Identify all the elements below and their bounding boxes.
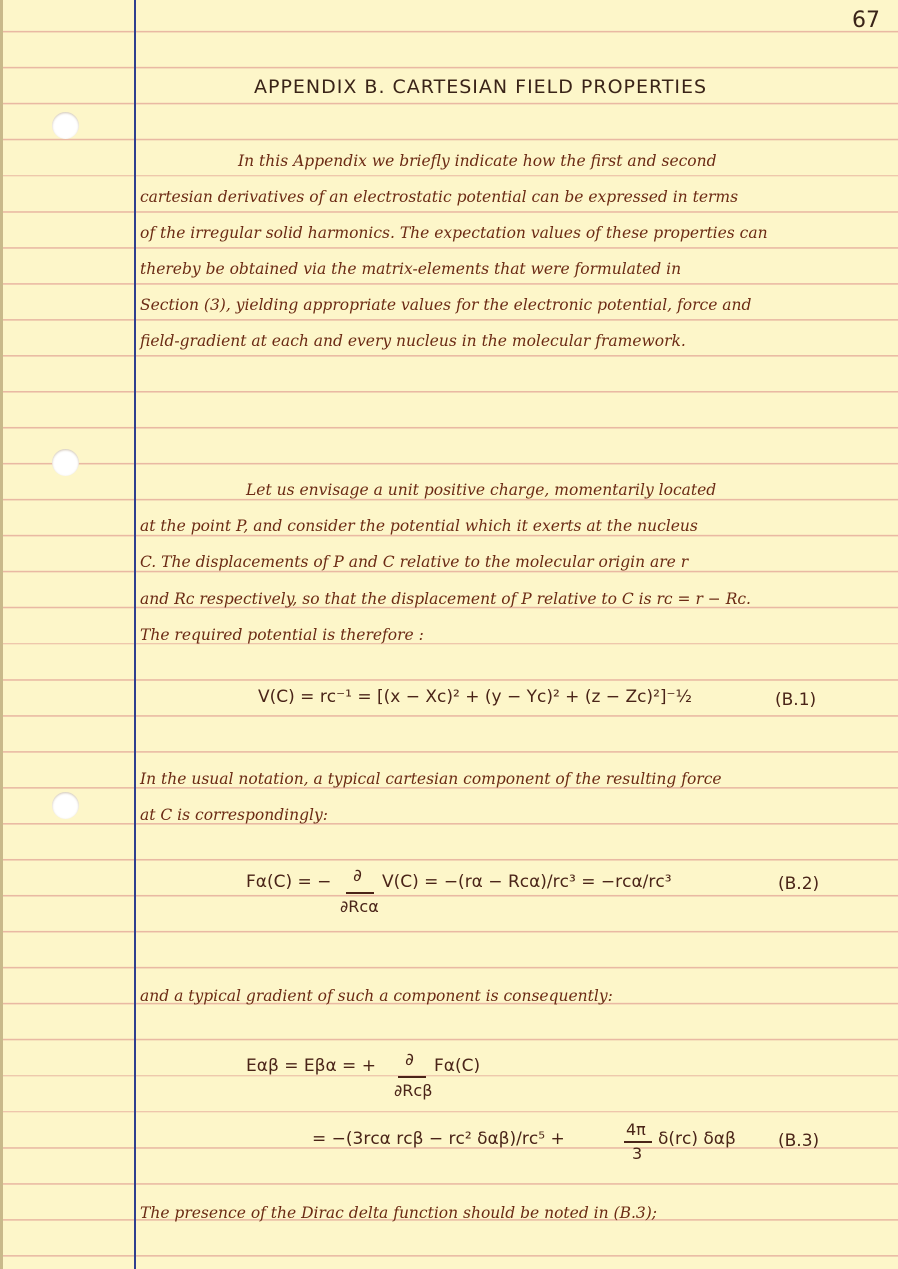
fraction-bar xyxy=(624,1141,652,1143)
text-line: thereby be obtained via the matrix-elements that were formulated in xyxy=(140,260,682,278)
text-line: In the usual notation, a typical cartesian component of the resulting force xyxy=(140,770,722,788)
fraction-bar xyxy=(346,892,374,894)
equation-b2-denominator: ∂Rᴄα xyxy=(340,897,379,916)
equation-b3-denominator: ∂Rᴄβ xyxy=(394,1081,433,1100)
text-line: cartesian derivatives of an electrostatic potential can be expressed in terms xyxy=(140,188,739,206)
text-line: Let us envisage a unit positive charge, momentarily located xyxy=(246,481,717,499)
fraction-bar xyxy=(398,1076,426,1078)
equation-b3-numerator: ∂ xyxy=(405,1050,414,1070)
punch-hole xyxy=(52,449,79,476)
equation-b3-frac-den: 3 xyxy=(632,1144,643,1163)
equation-b1: V(C) = rᴄ⁻¹ = [(x − Xᴄ)² + (y − Yᴄ)² + (z − Zᴄ)²]⁻½ xyxy=(258,687,692,707)
equation-label: (B.3) xyxy=(778,1131,820,1151)
punch-hole xyxy=(52,792,79,819)
text-line: Section (3), yielding appropriate values for the electronic potential, force and xyxy=(140,296,752,314)
equation-label: (B.2) xyxy=(778,874,820,894)
equation-b2-numerator: ∂ xyxy=(353,866,362,886)
page-number: 67 xyxy=(852,8,880,33)
margin-line xyxy=(134,0,136,1269)
punch-hole xyxy=(52,112,79,139)
text-line: at C is correspondingly: xyxy=(140,806,328,824)
text-line: The presence of the Dirac delta function should be noted in (B.3); xyxy=(140,1204,658,1222)
equation-b2-lhs: Fα(C) = − xyxy=(246,872,332,892)
equation-b3-frac-num: 4π xyxy=(626,1120,646,1139)
text-line: In this Appendix we briefly indicate how the first and second xyxy=(238,152,717,170)
text-line: at the point P, and consider the potential which it exerts at the nucleus xyxy=(140,517,698,535)
equation-b2-rhs: V(C) = −(rα − Rᴄα)/rᴄ³ = −rᴄα/rᴄ³ xyxy=(382,872,672,892)
text-line: C. The displacements of P and C relative to the molecular origin are r xyxy=(140,553,689,571)
text-line: field-gradient at each and every nucleus in the molecular framework. xyxy=(140,332,686,350)
equation-b3-line2: = −(3rᴄα rᴄβ − rᴄ² δαβ)/rᴄ⁵ + xyxy=(312,1129,565,1149)
text-line: of the irregular solid harmonics. The expectation values of these properties can xyxy=(140,224,768,242)
text-line: and a typical gradient of such a component is consequently: xyxy=(140,987,613,1005)
equation-label: (B.1) xyxy=(775,690,817,710)
equation-b3-rhs1: Fα(C) xyxy=(434,1056,481,1076)
equation-b3-lhs: Eαβ = Eβα = + xyxy=(246,1056,376,1076)
equation-b3-line2b: δ(rᴄ) δαβ xyxy=(658,1129,736,1149)
page-title: APPENDIX B. CARTESIAN FIELD PROPERTIES xyxy=(254,76,708,98)
text-line: The required potential is therefore : xyxy=(140,626,424,644)
page-edge xyxy=(0,0,3,1269)
text-line: and Rᴄ respectively, so that the displacement of P relative to C is rᴄ = r − Rᴄ. xyxy=(140,590,751,608)
